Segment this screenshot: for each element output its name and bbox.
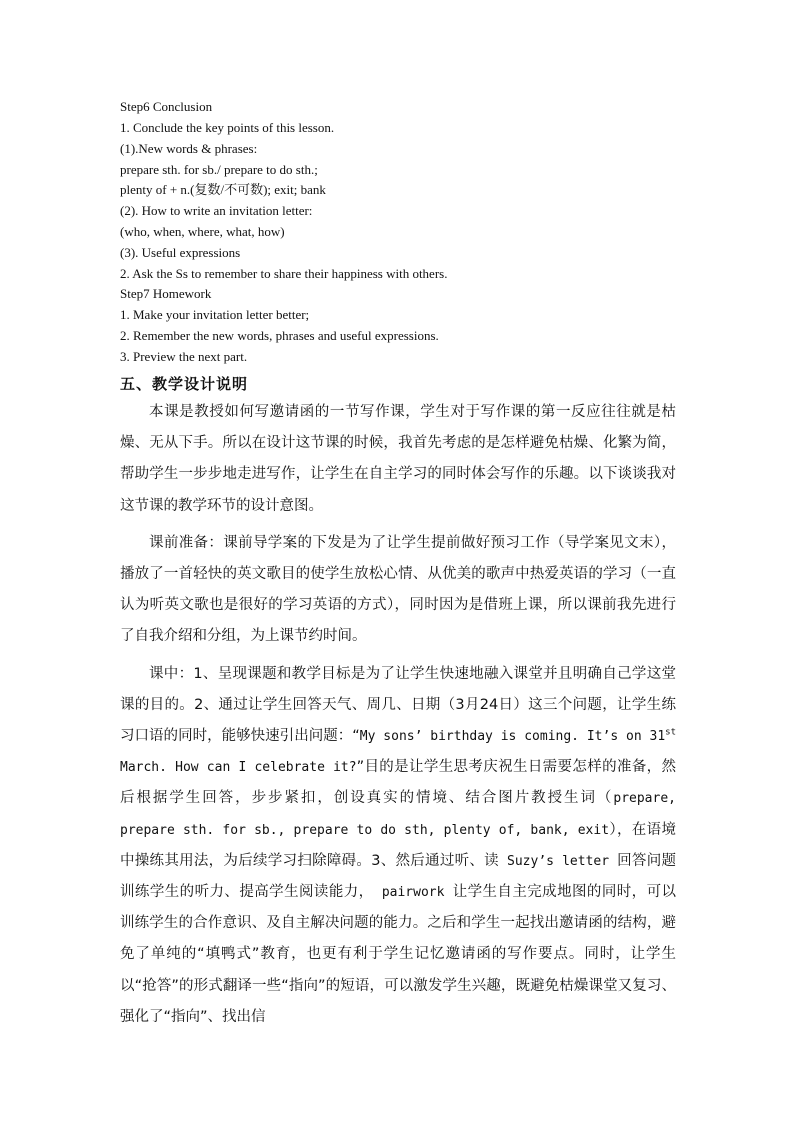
homework-item-3: 3. Preview the next part. — [120, 349, 248, 364]
section-title: 五、教学设计说明 — [120, 375, 249, 393]
phrase-line-2: plenty of + n.(复数/不可数); exit; bank — [120, 182, 326, 197]
vocabulary-list: prepare, prepare sth. for sb., prepare to do sth, plenty of, bank, exit — [120, 791, 676, 838]
invitation-label: (2). How to write an invitation letter: — [120, 203, 313, 218]
paragraph-preparation: 课前准备：课前导学案的下发是为了让学生提前做好预习工作（导学案见文末），播放了一首轻快的英文歌目的使学生放松心情、从优美的歌声中热爱英语的学习（一直认为听英文歌也是很好的学习英语的方式），同时因为是借班上课，所以课前我先进行了自我介绍和分组，为上课节约时间。 — [120, 534, 676, 645]
wh-words-line: (who, when, where, what, how) — [120, 224, 285, 239]
pairwork-term: pairwork — [373, 885, 453, 901]
suzy-letter: Suzy’s letter — [498, 853, 618, 869]
homework-item-1: 1. Make your invitation letter better; — [120, 307, 310, 322]
share-happiness-item: 2. Ask the Ss to remember to share their happiness with others. — [120, 266, 448, 281]
step7-heading: Step7 Homework — [120, 286, 212, 301]
design-explanation-body — [120, 397, 676, 1033]
paragraph-intro: 本课是教授如何写邀请函的一节写作课，学生对于写作课的第一反应往往就是枯燥、无从下手。所以在设计这节课的时候，我首先考虑的是怎样避免枯燥、化繁为简，帮助学生一步步地走进写作，让学生在自主学习的同时体会写作的乐趣。以下谈谈我对这节课的教学环节的设计意图。 — [120, 404, 676, 514]
paragraph-in-class: 课中：1、呈现课题和教学目标是为了让学生快速地融入课堂并且明确自己学这堂课的目的。2、通过让学生回答天气、周几、日期（3月24日）这三个问题，让学生练习口语的同时，能够快速引出问题：“My sons’ birthday is coming. It’s on 31st March. How can I celebrate it?”目的是让学生思考庆祝生日需要怎样的准备，然后根据学生回答，步步紧扣，创设真实的情境、结合图片教授生词（prepare, prepare sth. for sb., prepare to do sth, plenty of, bank, exit），在语境中操练其用法，为后续学习扫除障碍。3、然后通过听、读 Suzy’s letter 回答问题训练学生的听力、提高学生阅读能力， pairwork 让学生自主完成地图的同时，可以训练学生的合作意识、及自主解决问题的能力。之后和学生一起找出邀请函的结构，避免了单纯的“填鸭式”教育，也更有利于学生记忆邀请函的写作要点。同时，让学生以“抢答”的形式翻译一些“指向”的短语，可以激发学生兴趣，既避免枯燥课堂又复习、强化了“指向”、找出信 — [120, 665, 677, 1025]
useful-expressions-label: (3). Useful expressions — [120, 245, 241, 260]
conclude-item: 1. Conclude the key points of this lesson. — [120, 120, 335, 135]
sample-question: My sons’ birthday is coming. It’s on 31st March. How can I celebrate it? — [120, 727, 676, 776]
phrase-line-1: prepare sth. for sb./ prepare to do sth.; — [120, 162, 318, 177]
homework-item-2: 2. Remember the new words, phrases and useful expressions. — [120, 328, 439, 343]
new-words-label: (1).New words & phrases: — [120, 141, 258, 156]
step6-heading: Step6 Conclusion — [120, 99, 213, 114]
